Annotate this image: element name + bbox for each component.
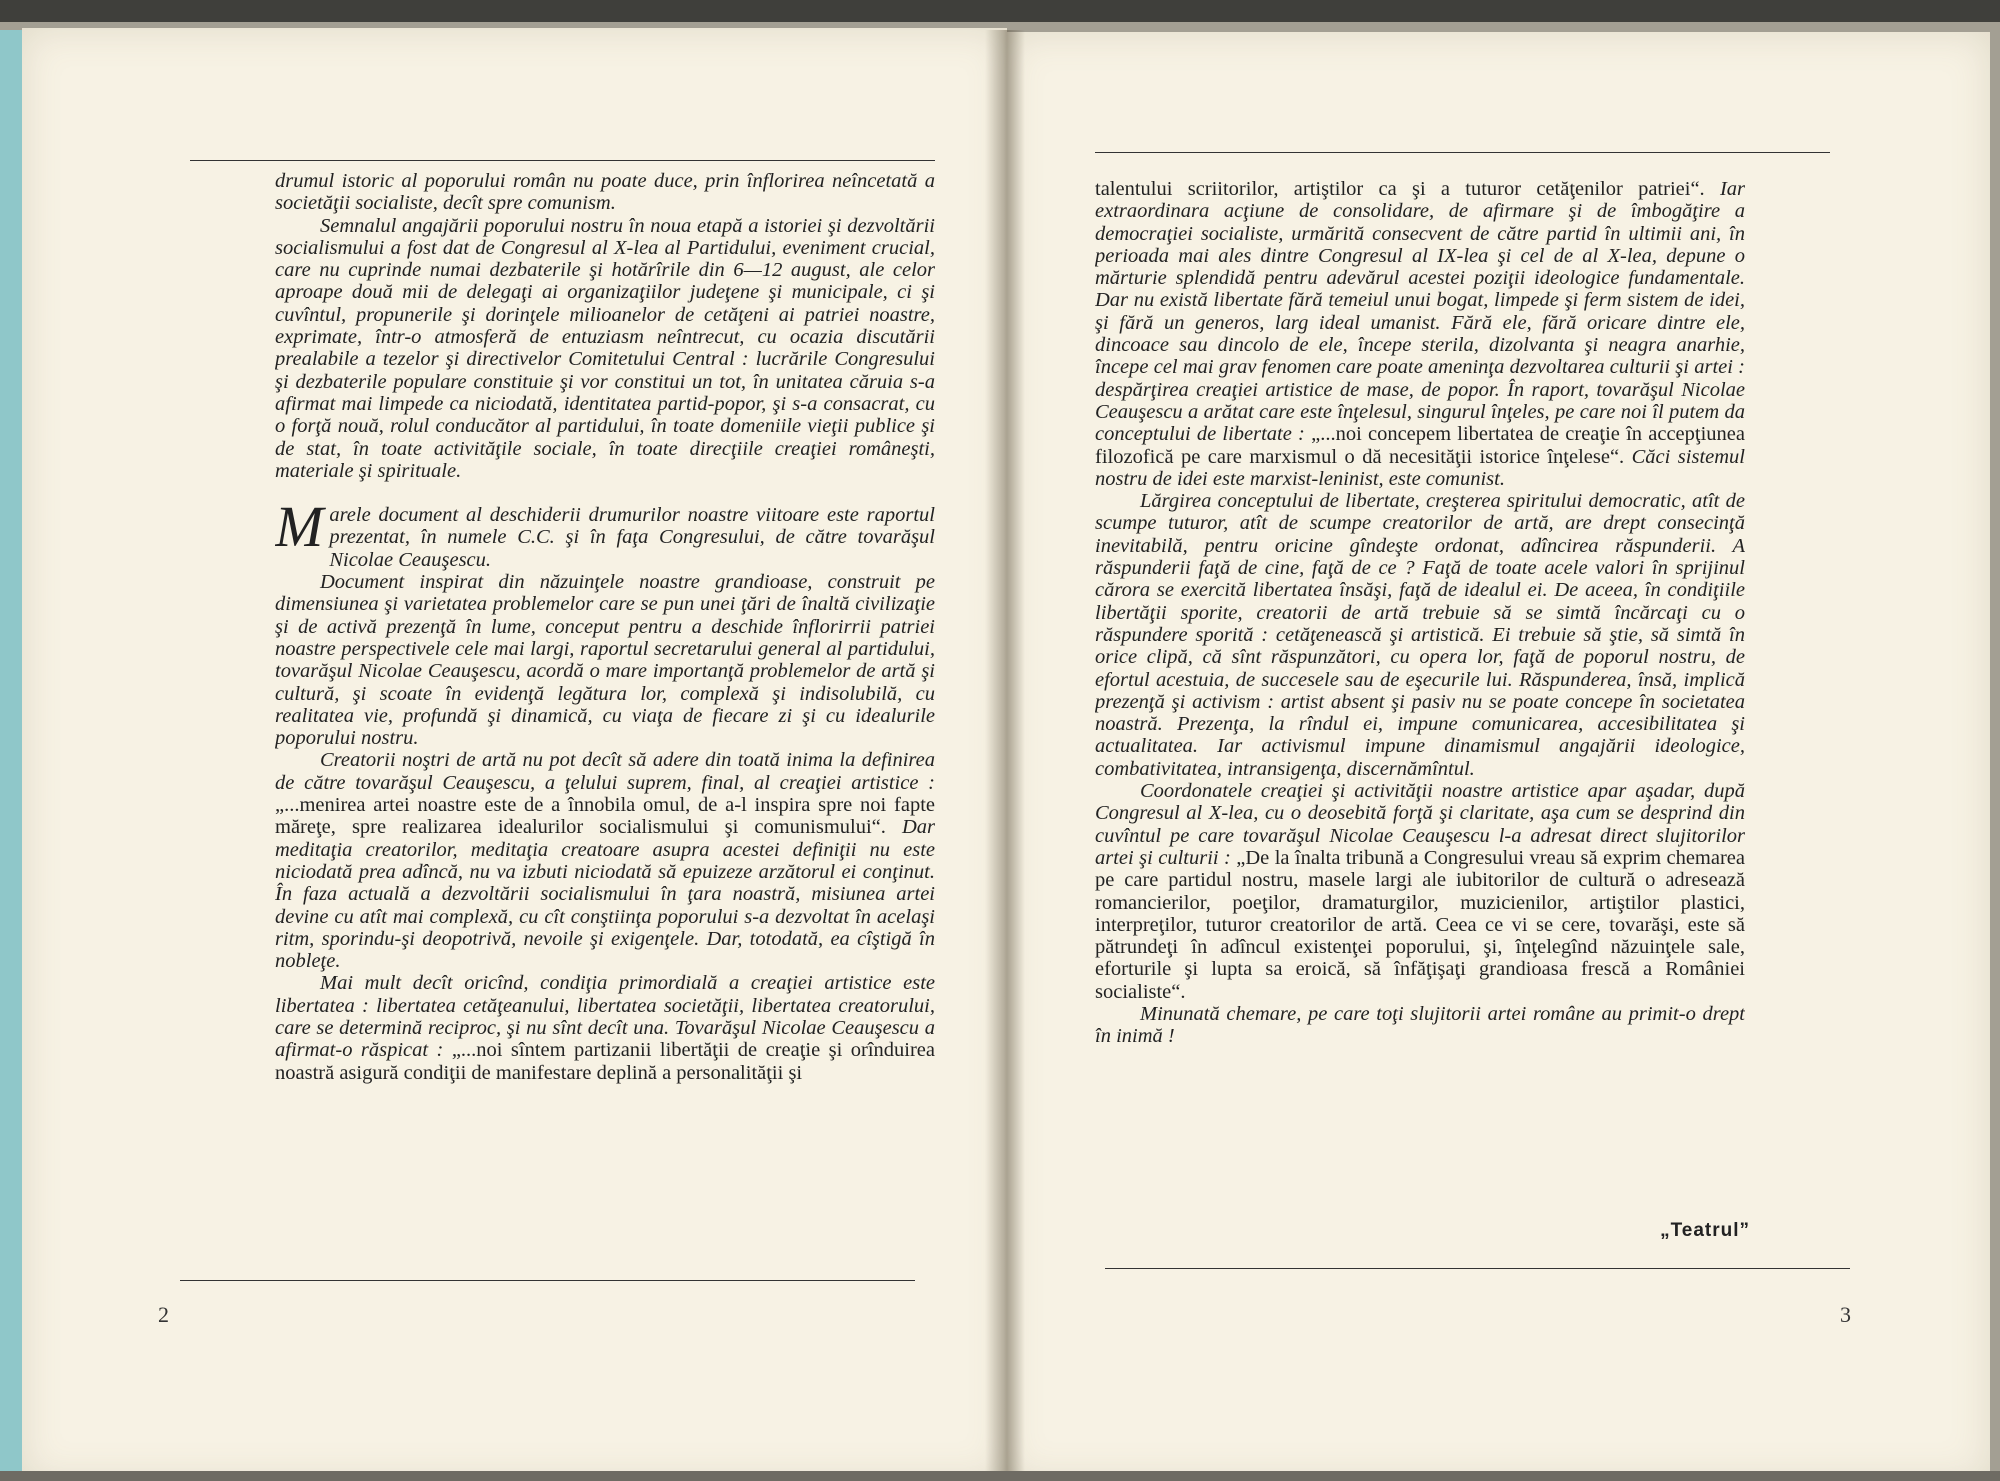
quotation-text: talentului scriitorilor, artiştilor ca şi a tuturor cetăţenilor patriei“. (1095, 178, 1720, 200)
paragraph (1095, 780, 1745, 1003)
signature: „Teatrul” (1660, 1220, 1750, 1241)
paragraph (275, 749, 935, 972)
paragraph (275, 170, 935, 215)
right-text-column (1095, 178, 1745, 1238)
quotation-text: „...noi sîntem partizanii libertăţii de creaţie şi orînduirea noastră asigură condiţii de manifestare deplină a personalităţii şi (275, 1039, 935, 1084)
paragraph (275, 571, 935, 749)
right-top-rule (1095, 152, 1830, 153)
quotation-text: „...noi concepem libertatea de creaţie în accepţiunea filozofică pe care marxismul o dă necesităţii istorice înţelese“. (1095, 423, 1745, 468)
paragraph-text: Creatorii noştri de artă nu pot decît să adere din toată inima la definirea de către tovarăşul Ceauşescu, a ţelului suprem, final, al creaţiei artistice : (275, 749, 935, 794)
paragraph (1095, 490, 1745, 780)
paragraph (1095, 1003, 1745, 1048)
paragraph-text: Lărgirea conceptului de libertate, creşterea spiritului democratic, atît de scumpe tuturor, atît de scumpe creatorilor de artă, are drept consecinţă inevitabilă, pentru oricine gîndeşte ordonat, adîncirea răspunderii. A răspunderii faţă de cine, faţă de ce ? Faţă de toate acele valori în sprijinul cărora se exercită libertatea însăşi, faţă de idealul ei. De aceea, în condiţiile libertăţii sporite, creatorii de artă trebuie să se simtă încărcaţi cu o răspundere sporită : cetăţenească şi artistică. Ei trebuie să ştie, să simtă în orice clipă, că sînt răspunzători, cu opera lor, faţă de poporul nostru, de efortul acestuia, de succesele sau de eşecurile lui. Răspunderea, însă, implică prezenţă şi activism : artist absent şi pasiv nu se poate concepe în societatea noastră. Prezenţa, la rîndul ei, impune comunicarea, accesibilitatea şi actualitatea. Iar activismul impune dinamismul angajării ideologice, combativitatea, intransigenţa, discernămîntul. (1095, 490, 1745, 780)
paragraph-text: Dar meditaţia creatorilor, meditaţia creatoare asupra acestei definiţii nu este niciodată prea adîncă, nu va izbuti niciodată să epuizeze arzătorul ei conţinut. În faza actuală a dezvoltării socialismului în ţara noastră, misiunea artei devine cu atît mai complexă, cu cît conştiinţa poporului s-a dezvoltat în acelaşi ritm, sporindu-şi deopotrivă, nevoile şi exigenţele. Dar, totodată, ea cîştigă în nobleţe. (275, 816, 935, 973)
left-bottom-rule (180, 1280, 915, 1281)
left-text-column (275, 170, 935, 1250)
paragraph (275, 972, 935, 1083)
paragraph-text: Iar extraordinara acţiune de consolidare, de afirmare şi de îmbogăţire a democraţiei socialiste, urmărită consecvent de către partid în ultimii ani, în perioada mai ales dintre Congresul al IX-lea şi cel de al X-lea, depune o mărturie splendidă pentru adevărul acestei poziţii ideologice fundamentale. Dar nu există libertate fără temeiul unui bogat, limpede şi ferm sistem de idei, şi fără un generos, larg ideal umanist. Fără ele, fără oricare dintre ele, dincoace sau dincolo de ele, începe sterila, dizolvanta şi neagra anarhie, începe cel mai grav fenomen care poate ameninţa dezvoltarea culturii şi artei : despărţirea creaţiei artistice de mase, de popor. În raport, tovarăşul Nicolae Ceauşescu a arătat care este înţelesul, singurul înţeles, pe care noi îl putem da conceptului de libertate : (1095, 178, 1745, 446)
paragraph-text: arele document al deschiderii drumurilor noastre viitoare este raportul prezentat, în numele C.C. şi în faţa Congresului, de către tovarăşul Nicolae Ceauşescu. (329, 504, 935, 571)
paragraph (275, 494, 935, 571)
scan-border-bottom (0, 1471, 2000, 1481)
quotation-text: „...menirea artei noastre este de a înnobila omul, de a-l inspira spre noi fapte măreţe, spre realizarea idealurilor socialismului şi comunismului“. (275, 794, 935, 839)
paragraph-text: Document inspirat din năzuinţele noastre grandioase, construit pe dimensiunea şi varietatea problemelor care se pun unei ţări de înaltă civilizaţie şi de activă prezenţă în lume, conceput pentru a deschide înflorirrii patriei noastre perspectivele cele mai largi, raportul secretarului general al partidului, tovarăşul Nicolae Ceauşescu, acordă o mare importanţă problemelor de artă şi cultură, şi scoate în evidenţă legătura lor, complexă şi indisolubilă, cu realitatea vie, profundă şi dinamică, cu viaţa de fiecare zi şi cu idealurile poporului nostru. (275, 571, 935, 750)
quotation-text: „De la înalta tribună a Congresului vreau să exprim chemarea pe care partidul nostru, masele largi ale iubitorilor de cultură o adresează romancierilor, poeţilor, dramaturgilor, muzicienilor, artiştilor plastici, interpreţilor, tuturor creatorilor de artă. Ceea ce vi se cere, tovarăşi, este să pătrundeţi în adîncul existenţei poporului, şi, înţelegînd năzuinţele sale, eforturile şi lupta sa eroică, să înfăţişaţi grandioasa frescă a României socialiste“. (1095, 846, 1745, 1003)
left-top-rule (190, 160, 935, 161)
right-bottom-rule (1105, 1268, 1850, 1269)
paragraph-text: Coordonatele creaţiei şi activităţii noastre artistice apar aşadar, după Congresul al X-lea, cu o deosebită forţă şi claritate, aşa cum se desprind din cuvîntul pe care tovarăşul Nicolae Ceauşescu l-a adresat direct slujitorilor artei şi culturii : (1095, 780, 1745, 869)
paragraph-text: Semnalul angajării poporului nostru în noua etapă a istoriei şi dezvoltării socialismului a fost dat de Congresul al X-lea al Partidului, eveniment crucial, care nu cuprinde numai dezbaterile şi hotărîrile din 6—12 august, ale celor aproape două mii de delegaţi ai organizaţiilor judeţene şi municipale, ci şi cuvîntul, propunerile şi dorinţele milioanelor de cetăţeni ai patriei noastre, exprimate, într-o atmosferă de entuziasm neîntrecut, cu ocazia discutării prealabile a tezelor şi directivelor Comitetului Central : lucrările Congresului şi dezbaterile populare constituie şi vor constitui un tot, în unitatea căruia s-a afirmat mai limpede ca niciodată, identitatea partid-popor, şi s-a consacrat, cu o forţă nouă, rolul conducător al partidului, în toate domeniile vieţii publice şi de stat, în toate activităţile sociale, în toate direcţiile creaţiei româneşti, materiale şi spirituale. (275, 214, 935, 482)
page-number-left: 2 (158, 1302, 169, 1327)
paragraph (275, 215, 935, 483)
paragraph-text: Minunată chemare, pe care toţi slujitorii artei române au primit-o drept în inimă ! (1095, 1002, 1745, 1048)
paragraph-text: Mai mult decît oricînd, condiţia primordială a creaţiei artistice este libertatea : libertatea cetăţeanului, libertatea societăţii, libertatea creatorului, care se determină reciproc, şi nu sînt decît una. Tovarăşul Nicolae Ceauşescu a afirmat-o răspicat : (275, 972, 935, 1062)
scan-border-top (0, 0, 2000, 22)
paragraph-text: drumul istoric al poporului român nu poate duce, prin înflorirea neîncetată a societăţii socialiste, decît spre comunism. (275, 170, 935, 215)
paragraph-text: Căci sistemul nostru de idei este marxist-leninist, este comunist. (1095, 445, 1745, 490)
paragraph (1095, 178, 1745, 490)
book-gutter (985, 30, 1025, 1481)
drop-cap: M (275, 494, 324, 560)
page-number-right: 3 (1840, 1302, 1851, 1327)
